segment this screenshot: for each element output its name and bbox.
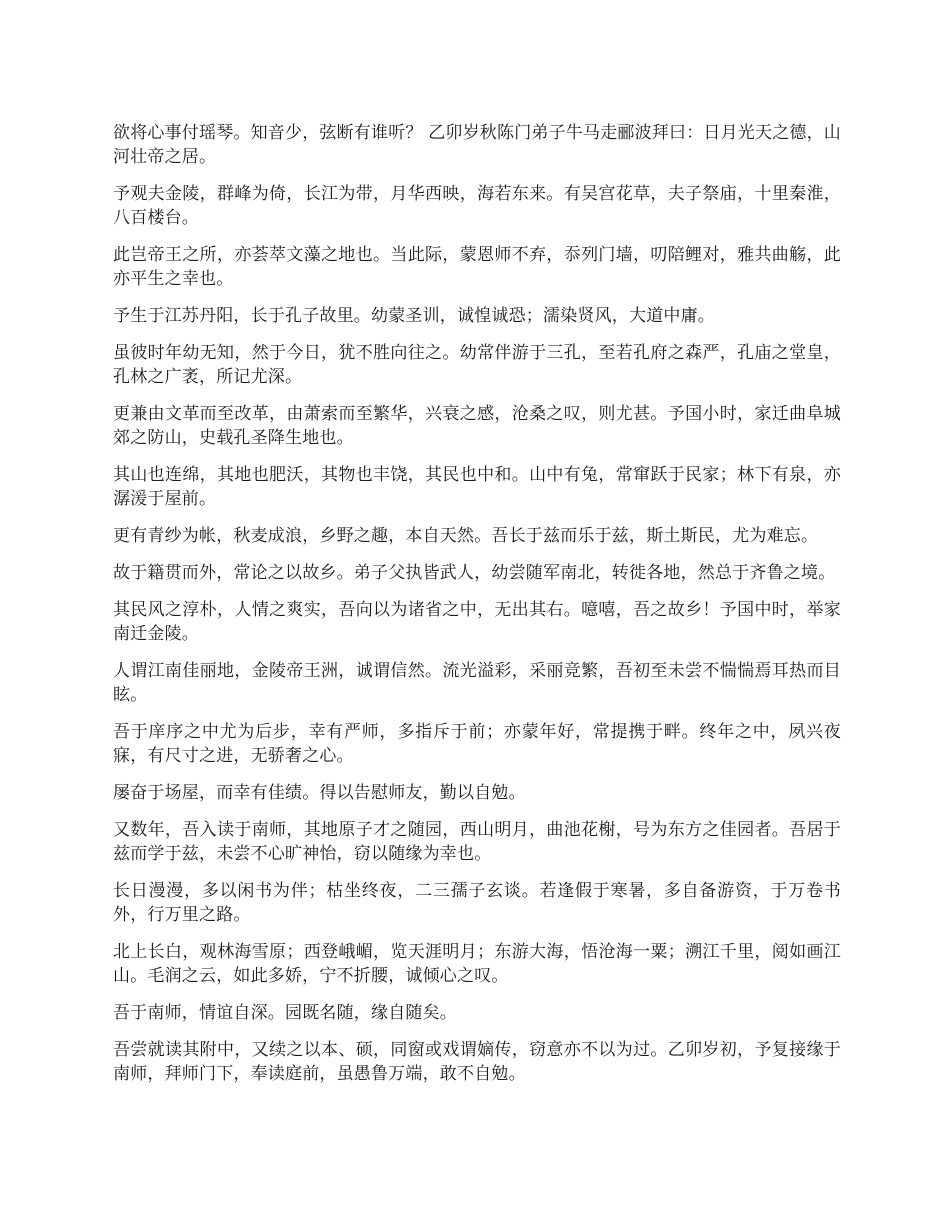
paragraph-8: 更有青纱为帐，秋麦成浪，乡野之趣，本自天然。吾长于兹而乐于兹，斯土斯民，尤为难忘。: [113, 526, 819, 546]
paragraph-1: 欲将心事付瑶琴。知音少，弦断有谁听？ 乙卯岁秋陈门弟子牛马走郦波拜曰：日月光天之德，山河壮帝之居。: [113, 123, 842, 167]
paragraph-12: 吾于庠序之中尤为后步，幸有严师，多指斥于前；亦蒙年好，常提携于畔。终年之中，夙兴夜寐，有尺寸之进，无骄奢之心。: [113, 722, 841, 766]
paragraph-16: 北上长白，观林海雪原；西登峨嵋，览天涯明月；东游大海，悟沧海一粟；溯江千里，阅如画江山。毛润之云，如此多娇，宁不折腰，诚倾心之叹。: [113, 942, 841, 986]
paragraph-7: 其山也连绵，其地也肥沃，其物也丰饶，其民也中和。山中有兔，常窜跃于民家；林下有泉，亦潺湲于屋前。: [113, 465, 841, 509]
paragraph-9: 故于籍贯而外，常论之以故乡。弟子父执皆武人，幼尝随军南北，转徙各地，然总于齐鲁之境。: [113, 563, 836, 583]
paragraph-13: 屡奋于场屋，而幸有佳绩。得以告慰师友，勤以自勉。: [113, 783, 526, 803]
paragraph-4: 予生于江苏丹阳，长于孔子故里。幼蒙圣训，诚惶诚恐；濡染贤风，大道中庸。: [113, 306, 715, 326]
paragraph-18: 吾尝就读其附中，又续之以本、硕，同窗或戏谓嫡传，窃意亦不以为过。乙卯岁初，予复接缘于南师，拜师门下，奉读庭前，虽愚鲁万端，敢不自勉。: [113, 1040, 841, 1084]
paragraph-5: 虽彼时年幼无知，然于今日，犹不胜向往之。幼常伴游于三孔，至若孔府之森严，孔庙之堂皇，孔林之广袤，所记尤深。: [113, 343, 841, 387]
paragraph-14: 又数年，吾入读于南师，其地原子才之随园，西山明月，曲池花榭，号为东方之佳园者。吾居于兹而学于兹，未尝不心旷神怡，窃以随缘为幸也。: [113, 820, 841, 864]
paragraph-3: 此岂帝王之所，亦荟萃文藻之地也。当此际，蒙恩师不弃，忝列门墙，叨陪鲤对，雅共曲觞，此亦平生之幸也。: [113, 245, 841, 289]
paragraph-6: 更兼由文革而至改革，由萧索而至繁华，兴衰之感，沧桑之叹，则尤甚。予国小时，家迁曲阜城郊之防山，史载孔圣降生地也。: [113, 404, 841, 448]
paragraph-11: 人谓江南佳丽地，金陵帝王洲，诚谓信然。流光溢彩，采丽竞繁，吾初至未尝不惴惴焉耳热而目眩。: [113, 661, 841, 705]
paragraph-17: 吾于南师，情谊自深。园既名随，缘自随矣。: [113, 1003, 457, 1023]
document-body: [113, 121, 841, 1099]
paragraph-10: 其民风之淳朴，人情之爽实，吾向以为诸省之中，无出其右。噫嘻，吾之故乡！予国中时，举家南迁金陵。: [113, 600, 841, 644]
paragraph-15: 长日漫漫，多以闲书为伴；枯坐终夜，二三孺子玄谈。若逢假于寒暑，多自备游资，于万卷书外，行万里之路。: [113, 881, 841, 925]
paragraph-2: 予观夫金陵，群峰为倚，长江为带，月华西映，海若东来。有吴宫花草，夫子祭庙，十里秦淮，八百楼台。: [113, 184, 841, 228]
